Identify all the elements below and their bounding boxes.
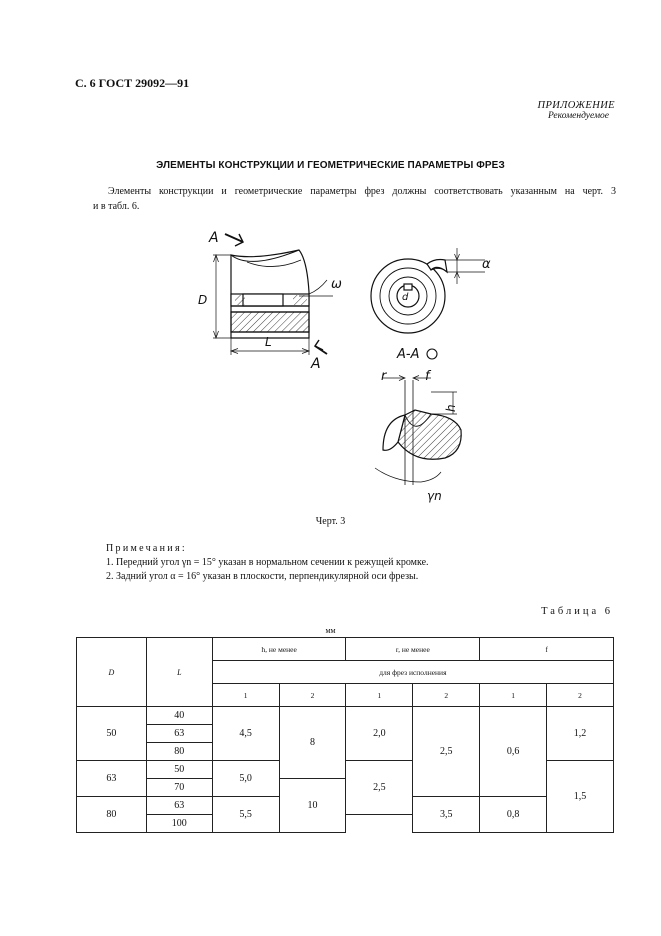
label-alpha: α xyxy=(482,257,491,272)
section-title: ЭЛЕМЕНТЫ КОНСТРУКЦИИ И ГЕОМЕТРИЧЕСКИЕ ПАРАМЕТРЫ ФРЕЗ xyxy=(156,160,505,171)
cell-f2: 1,5 xyxy=(547,761,614,833)
cell-d: 80 xyxy=(77,797,147,833)
intro-line-2: и в табл. 6. xyxy=(93,201,140,212)
table-label: Таблица 6 xyxy=(541,606,613,617)
label-omega: ω xyxy=(331,277,342,292)
cell-r2: 3,5 xyxy=(413,797,480,833)
intro-paragraph xyxy=(93,184,616,214)
label-d-diameter: D xyxy=(198,293,208,307)
cell-f1: 0,8 xyxy=(480,797,547,833)
header-version: 1 xyxy=(480,684,547,707)
cell-l: 40 xyxy=(146,707,212,725)
figure-caption: Черт. 3 xyxy=(315,516,346,527)
label-h: h xyxy=(444,404,458,412)
cell-d: 63 xyxy=(77,761,147,797)
label-a-bottom: A xyxy=(311,356,321,372)
notes-heading: Примечания: xyxy=(106,543,187,554)
cell-h1: 5,0 xyxy=(212,761,279,797)
header-version: 2 xyxy=(413,684,480,707)
cell-h1: 5,5 xyxy=(212,797,279,833)
cell-h1: 4,5 xyxy=(212,707,279,761)
label-f: f xyxy=(425,369,430,384)
parameters-table xyxy=(76,637,614,833)
header-h: h, не менее xyxy=(212,638,346,661)
note-item-2: 2. Задний угол α = 16° указан в плоскости, перпендикулярной оси фрезы. xyxy=(106,571,419,582)
cell-l: 63 xyxy=(146,797,212,815)
cell-l: 80 xyxy=(146,743,212,761)
note-item-1: 1. Передний угол γn = 15° указан в нормальном сечении к режущей кромке. xyxy=(106,557,429,568)
section-a-a-view xyxy=(375,376,461,486)
cell-r1: 2,5 xyxy=(346,761,413,815)
cell-l: 70 xyxy=(146,779,212,797)
table-row xyxy=(77,707,614,725)
cell-d: 50 xyxy=(77,707,147,761)
technical-drawing xyxy=(195,220,495,510)
label-gamma-n: γn xyxy=(427,489,442,503)
label-a-top: A xyxy=(209,230,219,246)
header-version: 1 xyxy=(212,684,279,707)
cell-r2: 2,5 xyxy=(413,707,480,797)
cutter-side-view xyxy=(213,234,333,355)
table-units: мм xyxy=(325,626,336,635)
cell-f2: 1,2 xyxy=(547,707,614,761)
label-section-a-a: A-A xyxy=(397,347,420,362)
header-version: 1 xyxy=(346,684,413,707)
appendix-subtitle: Рекомендуемое xyxy=(547,111,609,121)
header-r: r, не менее xyxy=(346,638,480,661)
header-version: 2 xyxy=(547,684,614,707)
rotation-symbol xyxy=(427,349,437,359)
label-l-length: L xyxy=(265,335,272,349)
cell-l: 63 xyxy=(146,725,212,743)
page-header: С. 6 ГОСТ 29092—91 xyxy=(75,76,190,90)
header-f: f xyxy=(480,638,614,661)
header-l: L xyxy=(146,638,212,707)
cell-l: 100 xyxy=(146,815,212,833)
header-version: 2 xyxy=(279,684,346,707)
appendix-title: ПРИЛОЖЕНИЕ xyxy=(537,100,615,111)
cell-f1: 0,6 xyxy=(480,707,547,797)
cell-r1: 2,0 xyxy=(346,707,413,761)
cutter-front-view xyxy=(371,248,485,333)
header-d: D xyxy=(77,638,147,707)
header-versions: для фрез исполнения xyxy=(212,661,613,684)
cell-h2: 10 xyxy=(279,779,346,833)
intro-line-1: Элементы конструкции и геометрические параметры фрез должны соответствовать указанным на черт. 3 xyxy=(108,186,616,197)
label-d-bore: d xyxy=(402,292,409,303)
label-r: r xyxy=(381,369,387,384)
cell-h2: 8 xyxy=(279,707,346,779)
cell-l: 50 xyxy=(146,761,212,779)
